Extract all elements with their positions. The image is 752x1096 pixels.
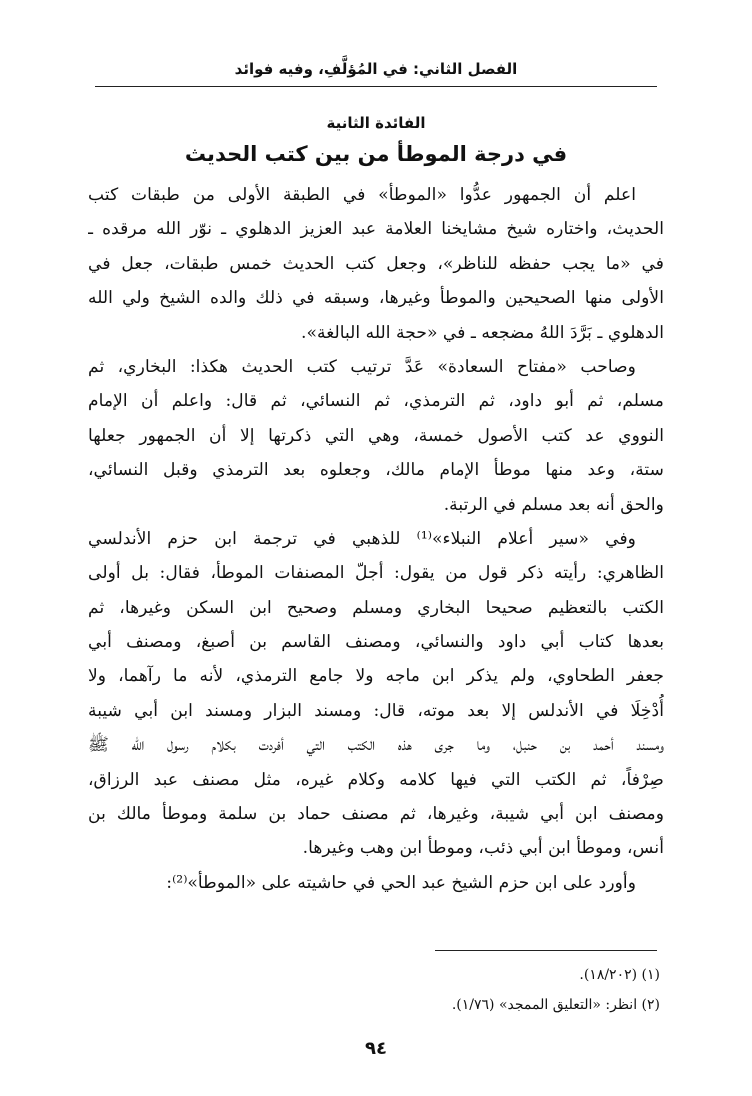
section-label: الفائدة الثانية [326,114,426,132]
body-line: بعدها كتاب أبي داود والنسائي، ومصنف القاسم بن أصبغ، ومصنف أبي [88,632,664,653]
header-rule [95,86,657,87]
body-line: النووي عد كتب الأصول خمسة، وهي التي ذكرتها إلا أن الجمهور جعلها [88,425,664,446]
running-title: الفصل الثاني: في المُؤلَّفِ، وفيه فوائد [234,60,518,78]
page-number: ٩٤ [365,1038,387,1059]
body-line: ومسند أحمد بن حنبل، وما جرى هذه الكتب التي أفردت بكلام رسول الله ﷺ [88,735,664,756]
footnotes [88,960,660,1020]
body-text [88,178,664,900]
body-line: صِرْفاً، ثم الكتب التي فيها كلامه وكلام غيره، مثل مصنف عبد الرزاق، [88,769,664,790]
section-title: في درجة الموطأ من بين كتب الحديث [184,142,568,166]
body-line: الحديث، واختاره شيخ مشايخنا العلامة عبد العزيز الدهلوي ـ نوّر الله مرقده ـ [88,219,664,240]
body-line: وأورد على ابن حزم الشيخ عبد الحي في حاشيته على «الموطأ»⁽²⁾: [166,872,636,893]
body-line: أُدْخِلَا في الأندلس إلا بعد موته، قال: ومسند البزار ومسند ابن أبي شيبة [88,700,664,721]
body-line: اعلم أن الجمهور عدُّوا «الموطأ» في الطبقة الأولى من طبقات كتب [88,185,636,205]
footnote-2: (٢) انظر: «التعليق الممجد» (١/٧٦). [451,997,660,1013]
body-line: والحق أنه بعد مسلم في الرتبة. [443,494,664,515]
body-line: ستة، وعد منها موطأ الإمام مالك، وجعلوه بعد الترمذي وقبل النسائي، [88,460,664,481]
body-line: وفي «سير أعلام النبلاء»⁽¹⁾ للذهبي في ترجمة ابن حزم الأندلسي [88,528,636,549]
body-line: مسلم، ثم أبو داود، ثم الترمذي، ثم النسائي، ثم قال: واعلم أن الإمام [88,391,664,412]
body-line: جعفر الطحاوي، ولم يذكر ابن ماجه ولا جامع الترمذي، لأنه ما رآهما، ولا [88,666,664,687]
body-line: ومصنف ابن أبي شيبة، وغيرها، ثم مصنف حماد بن سلمة وموطأ مالك بن [88,804,664,825]
body-line: أنس، وموطأ ابن أبي ذئب، وموطأ ابن وهب وغيرها. [302,838,664,859]
body-line: الأولى منها الصحيحين والموطأ وغيرها، وسبقه في ذلك والده الشيخ ولي الله [88,288,664,309]
footnote-1: (١) (١٨/٢٠٢). [579,967,660,983]
body-line: الكتب بالتعظيم صحيحا البخاري ومسلم وصحيح ابن السكن وغيرها، ثم [88,597,664,618]
body-line: الظاهري: رأيته ذكر قول من يقول: أجلّ المصنفات الموطأ، فقال: بل أولى [88,563,664,584]
body-line: في «ما يجب حفظه للناظر»، وجعل كتب الحديث خمس طبقات، جعل في [88,253,664,274]
body-line: الدهلوي ـ بَرَّدَ اللهُ مضجعه ـ في «حجة الله البالغة». [301,322,664,343]
footnote-rule [435,950,657,951]
body-line: وصاحب «مفتاح السعادة» عَدَّ ترتيب كتب الحديث هكذا: البخاري، ثم [88,356,636,377]
